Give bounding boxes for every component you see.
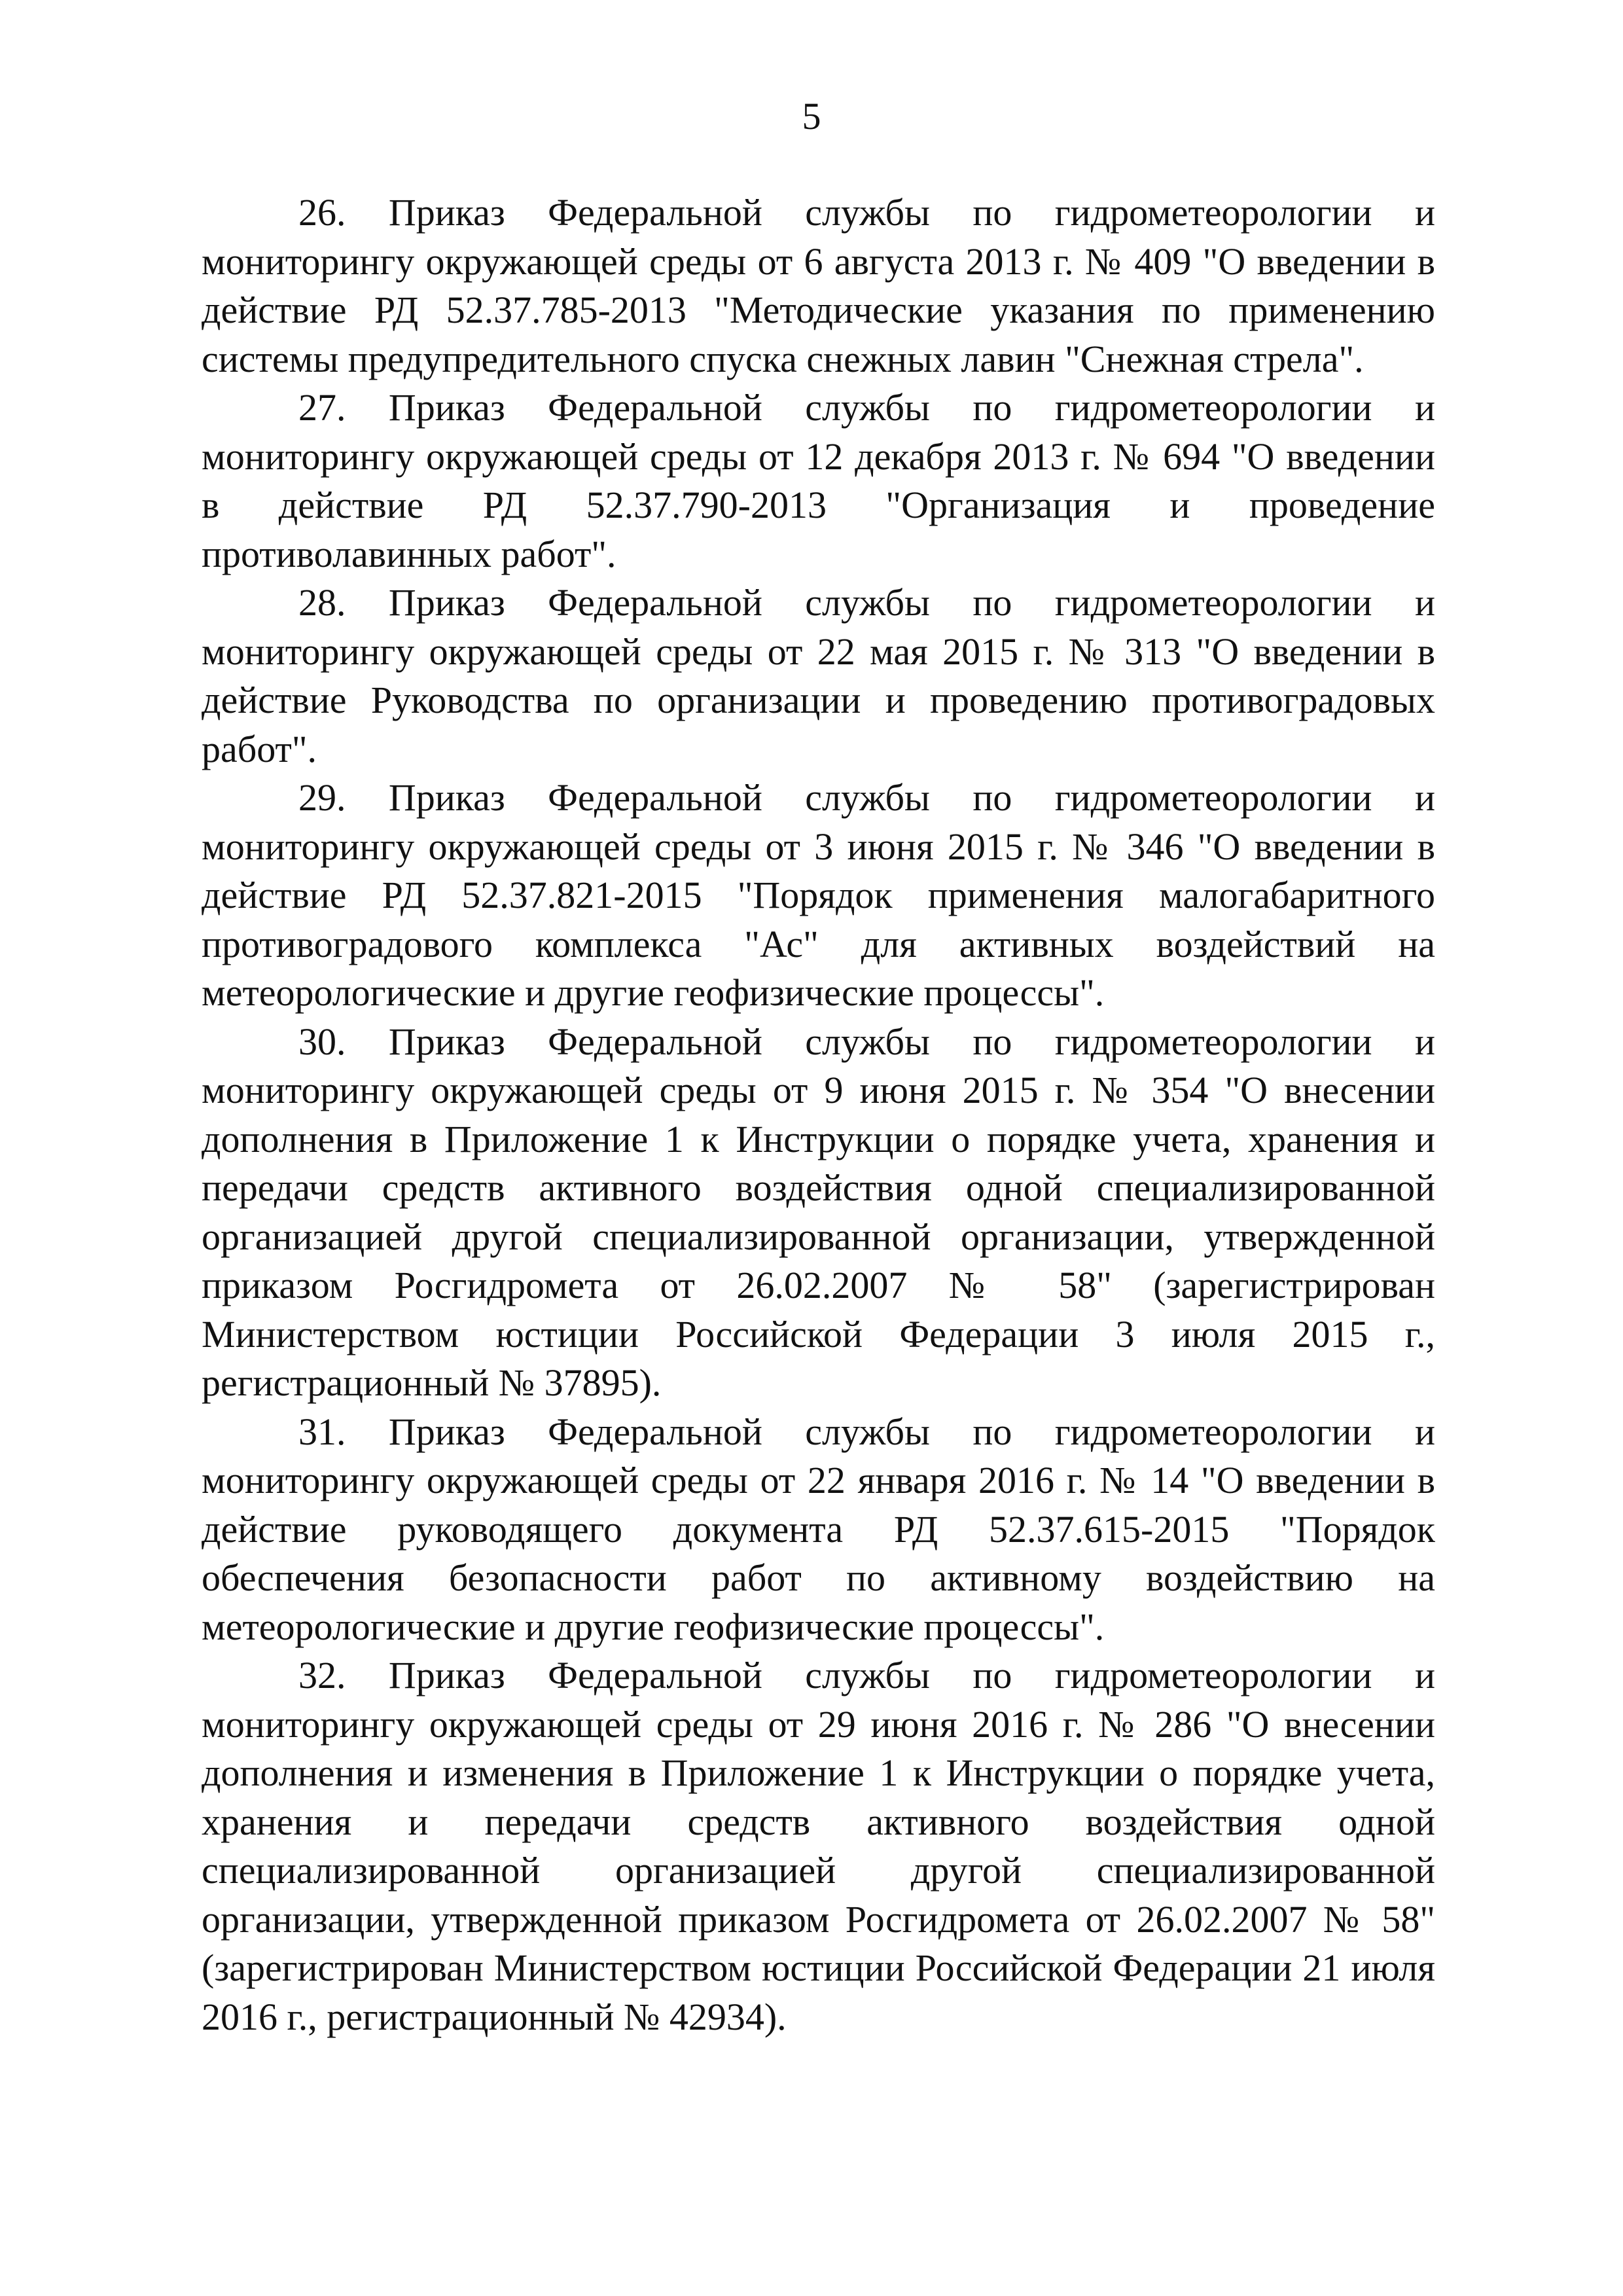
item-number: 32. xyxy=(298,1654,346,1696)
document-body xyxy=(202,188,1435,2041)
item-number: 31. xyxy=(298,1410,346,1453)
list-item-31 xyxy=(202,1408,1435,1652)
item-text: Приказ Федеральной службы по гидрометеорологии и мониторингу окружающей среды от 9 июня 2015 г. № 354 "О внесении дополнения в Приложение 1 к Инструкции о порядке учета, хранения и передачи средств активного воздействия одной специализированной организацией другой специализированной организации, утвержденной приказом Росгидромета от 26.02.2007 № 58" (зарегистрирован Министерством юстиции Российской Федерации 3 июля 2015 г., регистрационный № 37895). xyxy=(202,1020,1435,1404)
list-item-27 xyxy=(202,384,1435,579)
list-item-32 xyxy=(202,1651,1435,2041)
item-number: 27. xyxy=(298,386,346,429)
list-item-28 xyxy=(202,579,1435,774)
item-text: Приказ Федеральной службы по гидрометеорологии и мониторингу окружающей среды от 12 декабря 2013 г. № 694 "О введении в действие РД 52.37.790-2013 "Организация и проведение противолавинных работ". xyxy=(202,386,1435,575)
item-number: 30. xyxy=(298,1020,346,1063)
item-text: Приказ Федеральной службы по гидрометеорологии и мониторингу окружающей среды от 3 июня 2015 г. № 346 "О введении в действие РД 52.37.821-2015 "Порядок применения малогабаритного противоградового комплекса "Ас" для активных воздействий на метеорологические и другие геофизические процессы". xyxy=(202,776,1435,1014)
item-number: 26. xyxy=(298,191,346,234)
item-number: 29. xyxy=(298,776,346,819)
item-text: Приказ Федеральной службы по гидрометеорологии и мониторингу окружающей среды от 6 августа 2013 г. № 409 "О введении в действие РД 52.37.785-2013 "Методические указания по применению системы предупредительного спуска снежных лавин "Снежная стрела". xyxy=(202,191,1435,380)
item-number: 28. xyxy=(298,581,346,624)
item-text: Приказ Федеральной службы по гидрометеорологии и мониторингу окружающей среды от 22 января 2016 г. № 14 "О введении в действие руководящего документа РД 52.37.615-2015 "Порядок обеспечения безопасности работ по активному воздействию на метеорологические и другие геофизические процессы". xyxy=(202,1410,1435,1648)
list-item-29 xyxy=(202,774,1435,1018)
item-text: Приказ Федеральной службы по гидрометеорологии и мониторингу окружающей среды от 22 мая 2015 г. № 313 "О введении в действие Руководства по организации и проведению противоградовых работ". xyxy=(202,581,1435,770)
item-text: Приказ Федеральной службы по гидрометеорологии и мониторингу окружающей среды от 29 июня 2016 г. № 286 "О внесении дополнения и изменения в Приложение 1 к Инструкции о порядке учета, хранения и передачи средств активного воздействия одной специализированной организацией другой специализированной организации, утвержденной приказом Росгидромета от 26.02.2007 № 58" (зарегистрирован Министерством юстиции Российской Федерации 21 июля 2016 г., регистрационный № 42934). xyxy=(202,1654,1435,2038)
page-number: 5 xyxy=(802,95,821,137)
list-item-30 xyxy=(202,1018,1435,1408)
list-item-26 xyxy=(202,188,1435,384)
